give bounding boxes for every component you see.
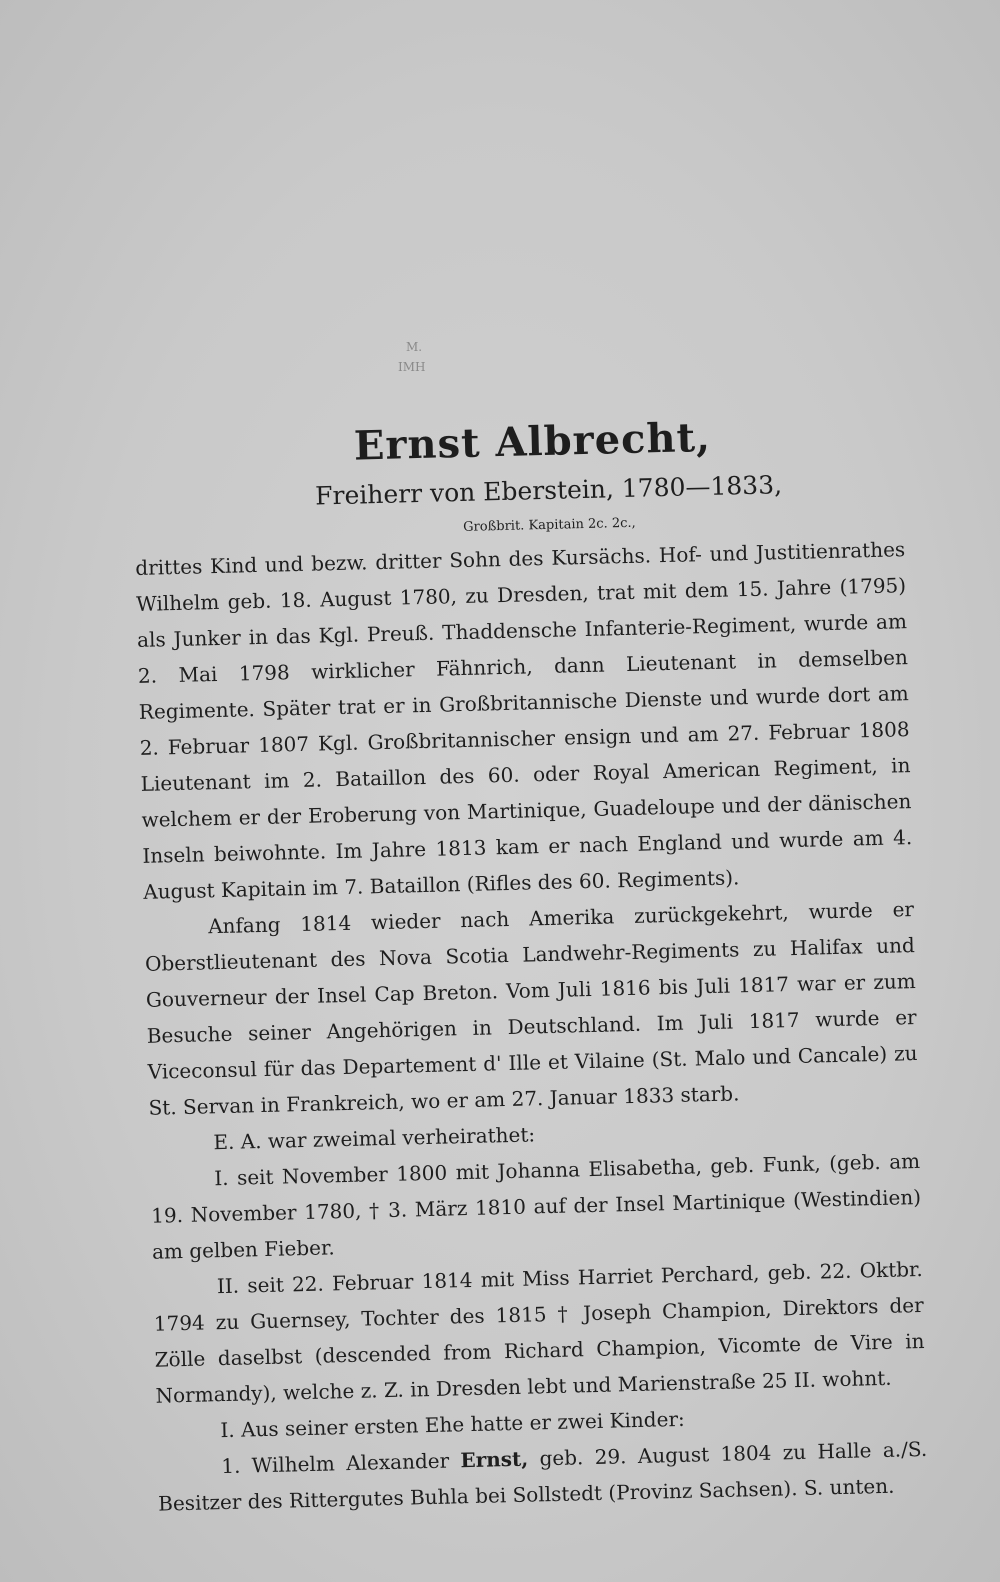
paragraph-second-marriage: II. seit 22. Februar 1814 mit Miss Harriet Perchard, geb. 22. Oktbr. 1794 zu Guernsey, Tochter des 1815 † Joseph Champion, Direktors der Zölle daselbst (descended from Richard Champion, Vicomte de Vire in Normandy), welche z. Z. in Dresden lebt und Marienstraße 25 II. wohnt. xyxy=(153,1256,925,1408)
entry-title: Ernst Albrecht, xyxy=(353,413,712,470)
pencil-marginalia xyxy=(398,340,426,375)
paragraph-biography: drittes Kind und bezw. dritter Sohn des Kursächs. Hof- und Justitienrathes Wilhelm geb. 18. August 1780, zu Dresden, trat mit dem 15. Jahre (1795) als Junker in das Kgl. Preuß. Thaddensche Infanterie-Regiment, wurde am 2. Mai 1798 wirklicher Fähnrich, dann Lieutenant in demselben Regimente. Später trat er in Großbritannische Dienste und wurde dort am 2. Februar 1807 Kgl. Großbritannischer ensign und am 27. Februar 1808 Lieutenant im 2. Bataillon des 60. oder Royal American Regiment, in welchem er der Eroberung von Martinique, Guadeloupe und der dänischen Inseln beiwohnte. Im Jahre 1813 kam er nach England und wurde am 4. August Kapitain im 7. Bataillon (Rifles des 60. Regiments). xyxy=(135,536,913,904)
marginalia-mark-1: M. xyxy=(406,340,423,354)
paragraph-career: Anfang 1814 wieder nach Amerika zurückgekehrt, wurde er Oberstlieutenant des Nova Scotia Landwehr-Regiments zu Halifax und Gouverneur der Insel Cap Breton. Vom Juli 1816 bis Juli 1817 war er zum Besuche seiner Angehörigen in Deutschland. Im Juli 1817 wurde er Viceconsul für das Departement d' Ille et Vilaine (St. Malo und Cancale) zu St. Servan in Frankreich, wo er am 27. Januar 1833 starb. xyxy=(144,896,918,1120)
child-1-name: Ernst, xyxy=(460,1446,529,1472)
entry-subtitle: Freiherr von Eberstein, 1780—1833, xyxy=(314,470,783,511)
child-1-after: geb. 29. August 1804 zu Halle a./S. Besitzer des Rittergutes Buhla bei Sollstedt (Provinz Sachsen). S. unten. xyxy=(157,1436,928,1516)
paragraph-marriages-intro: E. A. war zweimal verheirathet: xyxy=(213,1121,536,1154)
entry-rank: Großbrit. Kapitain 2c. 2c., xyxy=(463,515,636,535)
marginalia-mark-2: IMH xyxy=(398,360,426,375)
paragraph-children-intro: I. Aus seiner ersten Ehe hatte er zwei Kinder: xyxy=(220,1406,685,1442)
entry-text-block xyxy=(132,411,928,1521)
child-1-before: 1. Wilhelm Alexander xyxy=(221,1447,461,1478)
paragraph-first-marriage: I. seit November 1800 mit Johanna Elisabetha, geb. Funk, (geb. am 19. November 1780, † 3. März 1810 auf der Insel Martinique (Westindien) am gelben Fieber. xyxy=(150,1148,922,1264)
